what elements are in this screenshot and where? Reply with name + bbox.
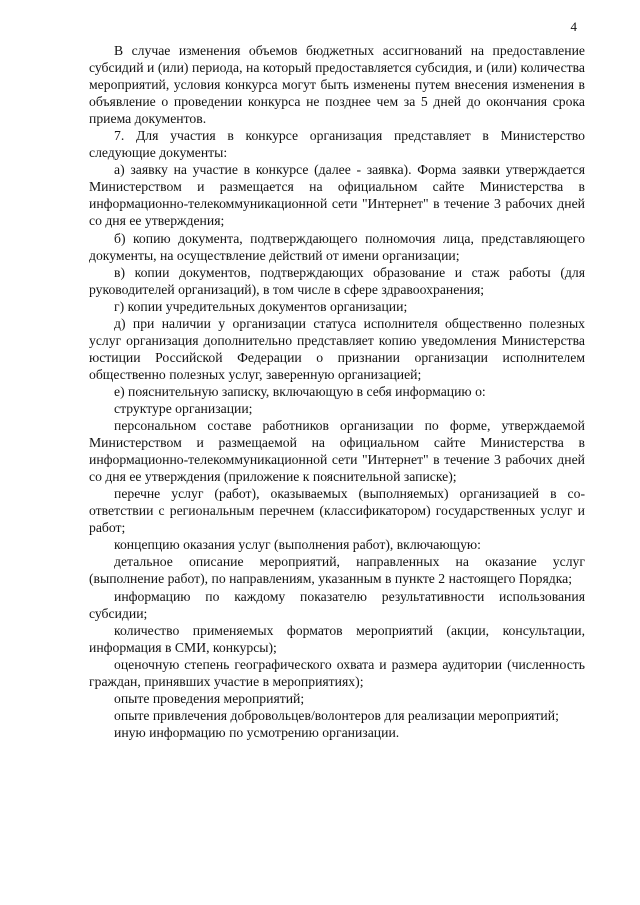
sub-item-activities-description: детальное описание мероприятий, направленных на оказание услуг (выполнение работ), по направлениям, указанным в пункте 2 настоящего Порядка; bbox=[89, 554, 585, 587]
list-item-e: е) пояснительную записку, включающую в себя информацию о: bbox=[114, 383, 486, 399]
list-item-b: б) копию документа, подтверждающего полномочия лица, представляющего документы, на осуществление действий от имени организации; bbox=[89, 230, 585, 263]
sub-item-geographic-coverage: оценочную степень географического охвата и размера аудитории (численность граждан, принявших участие в мероприятиях); bbox=[89, 656, 585, 689]
list-item-a: а) заявку на участие в конкурсе (далее - заявка). Форма заявки утверждается Министерством и размещается на официальном сайте Министерства в информационно-телекоммуникационной сети "Интернет" в течение 3 рабочих дней со дня ее утверждения; bbox=[89, 162, 585, 229]
sub-item-performance-indicators: информацию по каждому показателю результативности использования субсидии; bbox=[89, 588, 585, 621]
sub-item-services-list: перечне услуг (работ), оказываемых (выполняемых) организацией в соответствии с региональным перечнем (классификатором) государственных услуг и работ; bbox=[89, 486, 585, 536]
sub-item-events-experience: опыте проведения мероприятий; bbox=[114, 690, 305, 706]
list-item-v: в) копии документов, подтверждающих образование и стаж работы (для руководителей организаций), в том числе в сфере здравоохранения; bbox=[89, 264, 585, 297]
sub-item-structure: структуре организации; bbox=[114, 400, 253, 416]
sub-item-volunteers-experience: опыте привлечения добровольцев/волонтеров для реализации мероприятий; bbox=[114, 707, 559, 723]
sub-item-concept: концепцию оказания услуг (выполнения работ), включающую: bbox=[114, 537, 481, 553]
sub-item-staff: персональном составе работников организации по форме, утверждаемой Министерством и размещаемой на официальном сайте Министерства в информационно-телекоммуникационной сети "Интернет" в течение 3 рабочих дней со дня ее утверждения (приложение к пояснительной записке); bbox=[89, 418, 585, 485]
document-body bbox=[89, 42, 585, 741]
sub-item-formats-count: количество применяемых форматов мероприятий (акции, консультации, информация в СМИ, конкурсы); bbox=[89, 622, 585, 655]
list-item-d: д) при наличии у организации статуса исполнителя общественно полезных услуг организация дополнительно представляет копию уведомления Министерства юстиции Российской Федерации о признании организации исполнителем общественно полезных услуг, заверенную организацией; bbox=[89, 315, 585, 382]
sub-item-other-info: иную информацию по усмотрению организации. bbox=[114, 724, 400, 740]
paragraph-item-7: 7. Для участия в конкурсе организация представляет в Министерство следующие документы: bbox=[89, 128, 585, 161]
page-number: 4 bbox=[570, 19, 577, 34]
list-item-g: г) копии учредительных документов организации; bbox=[114, 298, 408, 314]
paragraph-budget-changes: В случае изменения объемов бюджетных ассигнований на предоставление субсидий и (или) периода, на который предоставляется субсидия, и (или) количества мероприятий, условия конкурса могут быть изменены путем внесения изменения в объявление о проведении конкурса не позднее чем за 5 дней до окончания срока приема документов. bbox=[89, 43, 585, 127]
